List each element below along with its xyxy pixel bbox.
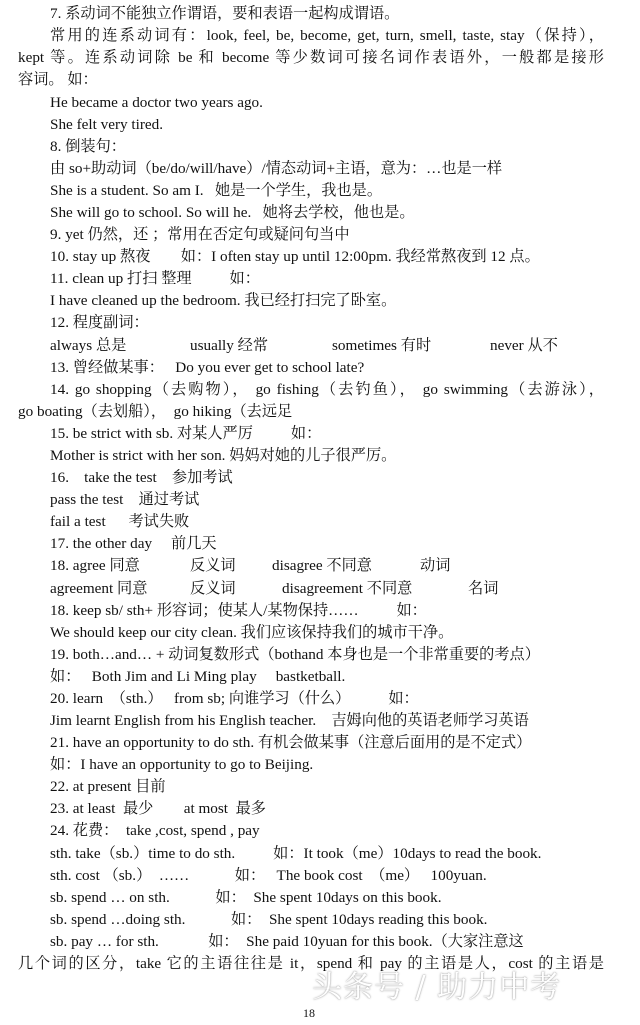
rule-8-text: 由 so+助动词（be/do/will/have）/情态动词+主语，意为：…也是一样 — [50, 160, 503, 177]
rule-24-heading: 24. 花费： take ,cost, spend , pay — [50, 822, 260, 839]
rule-14-line-2: go boating（去划船）， go hiking（去远足 — [18, 403, 293, 420]
watermark: 头条号 / 助力中考 — [312, 970, 562, 1005]
disagreement-word: disagreement 不同意 — [282, 580, 413, 597]
page-number: 18 — [303, 1006, 315, 1020]
example-sentence: 如：I have an opportunity to go to Beijing. — [50, 756, 314, 773]
rule-13: 13. 曾经做某事： Do you ever get to school late? — [50, 359, 365, 376]
rule-7-text-line-2: kept 等。连系动词除 be 和 become 等少数词可接名词作表语外，一般都是接形 — [18, 49, 604, 66]
rule-23: 23. at least 最少 at most 最多 — [50, 800, 266, 817]
example-sentence: I have cleaned up the bedroom. 我已经打扫完了卧室。 — [50, 292, 397, 309]
disagree-word: disagree 不同意 — [272, 557, 372, 574]
rule-24-pay: sb. pay … for sth. 如： She paid 10yuan for this book.（大家注意这 — [50, 933, 524, 950]
rule-21-heading: 21. have an opportunity to do sth. 有机会做某事（注意后面用的是不定式） — [50, 734, 532, 751]
part-of-speech: 名词 — [468, 580, 499, 597]
rule-12-heading: 12. 程度副词： — [50, 314, 149, 331]
adverb-always: always 总是 — [50, 337, 127, 354]
example-sentence: He became a doctor two years ago. — [50, 94, 263, 111]
rule-22: 22. at present 目前 — [50, 778, 166, 795]
antonym-label: 反义词 — [190, 580, 236, 597]
rule-16-item: fail a test 考试失败 — [50, 513, 190, 530]
agreement-word: agreement 同意 — [50, 580, 148, 597]
example-sentence: We should keep our city clean. 我们应该保持我们的城市干净。 — [50, 624, 454, 641]
part-of-speech: 动词 — [420, 557, 451, 574]
rule-7-heading: 7. 系动词不能独立作谓语，要和表语一起构成谓语。 — [50, 5, 400, 22]
example-sentence: She felt very tired. — [50, 116, 164, 133]
rule-16-item: pass the test 通过考试 — [50, 491, 200, 508]
rule-7-text-line-3: 容词。 如： — [18, 71, 98, 88]
example-sentence: Mother is strict with her son. 妈妈对她的儿子很严厉。 — [50, 447, 397, 464]
antonym-label: 反义词 — [190, 557, 236, 574]
example-sentence: She will go to school. So will he. 她将去学校，他也是。 — [50, 204, 415, 221]
rule-19-heading: 19. both…and… + 动词复数形式（bothand 本身也是一个非常重要的考点） — [50, 646, 540, 663]
rule-24-note: 几个词的区分，take 它的主语往往是 it，spend 和 pay 的主语是人，cost 的主语是 — [18, 955, 604, 972]
example-sentence: Jim learnt English from his English teacher. 吉姆向他的英语老师学习英语 — [50, 712, 529, 729]
example-sentence: She is a student. So am I. 她是一个学生，我也是。 — [50, 182, 383, 199]
rule-20-heading: 20. learn （sth.） from sb; 向谁学习（什么） 如： — [50, 690, 419, 707]
adverb-sometimes: sometimes 有时 — [332, 337, 432, 354]
rule-7-text-line-1: 常用的连系动词有：look, feel, be, become, get, turn, smell, taste, stay（保持）， — [50, 27, 604, 44]
rule-11-heading: 11. clean up 打扫 整理 如： — [50, 270, 260, 287]
rule-24-take: sth. take（sb.）time to do sth. 如：It took（me）10days to read the book. — [50, 845, 542, 862]
rule-24-spend-on: sb. spend … on sth. 如： She spent 10days on this book. — [50, 889, 442, 906]
rule-18-keep-heading: 18. keep sb/ sth+ 形容词；使某人/某物保持…… 如： — [50, 602, 427, 619]
adverb-never: never 从不 — [490, 337, 558, 354]
example-sentence: 如： Both Jim and Li Ming play bastketball. — [50, 668, 346, 685]
rule-17: 17. the other day 前几天 — [50, 535, 217, 552]
rule-15-heading: 15. be strict with sb. 对某人严厉 如： — [50, 425, 322, 442]
rule-24-cost: sth. cost （sb.） …… 如： The book cost （me） 100yuan. — [50, 867, 487, 884]
rule-9: 9. yet 仍然，还 ；常用在否定句或疑问句当中 — [50, 226, 350, 243]
adverb-usually: usually 经常 — [190, 337, 269, 354]
rule-14-line-1: 14. go shopping（去购物）， go fishing（去钓鱼）， go swimming（去游泳）， — [50, 381, 604, 398]
agree-word: 18. agree 同意 — [50, 557, 140, 574]
rule-16: 16. take the test 参加考试 — [50, 469, 233, 486]
rule-8-heading: 8. 倒装句： — [50, 138, 126, 155]
rule-10: 10. stay up 熬夜 如：I often stay up until 12:00pm. 我经常熬夜到 12 点。 — [50, 248, 540, 265]
rule-24-spend-doing: sb. spend …doing sth. 如： She spent 10days reading this book. — [50, 911, 488, 928]
